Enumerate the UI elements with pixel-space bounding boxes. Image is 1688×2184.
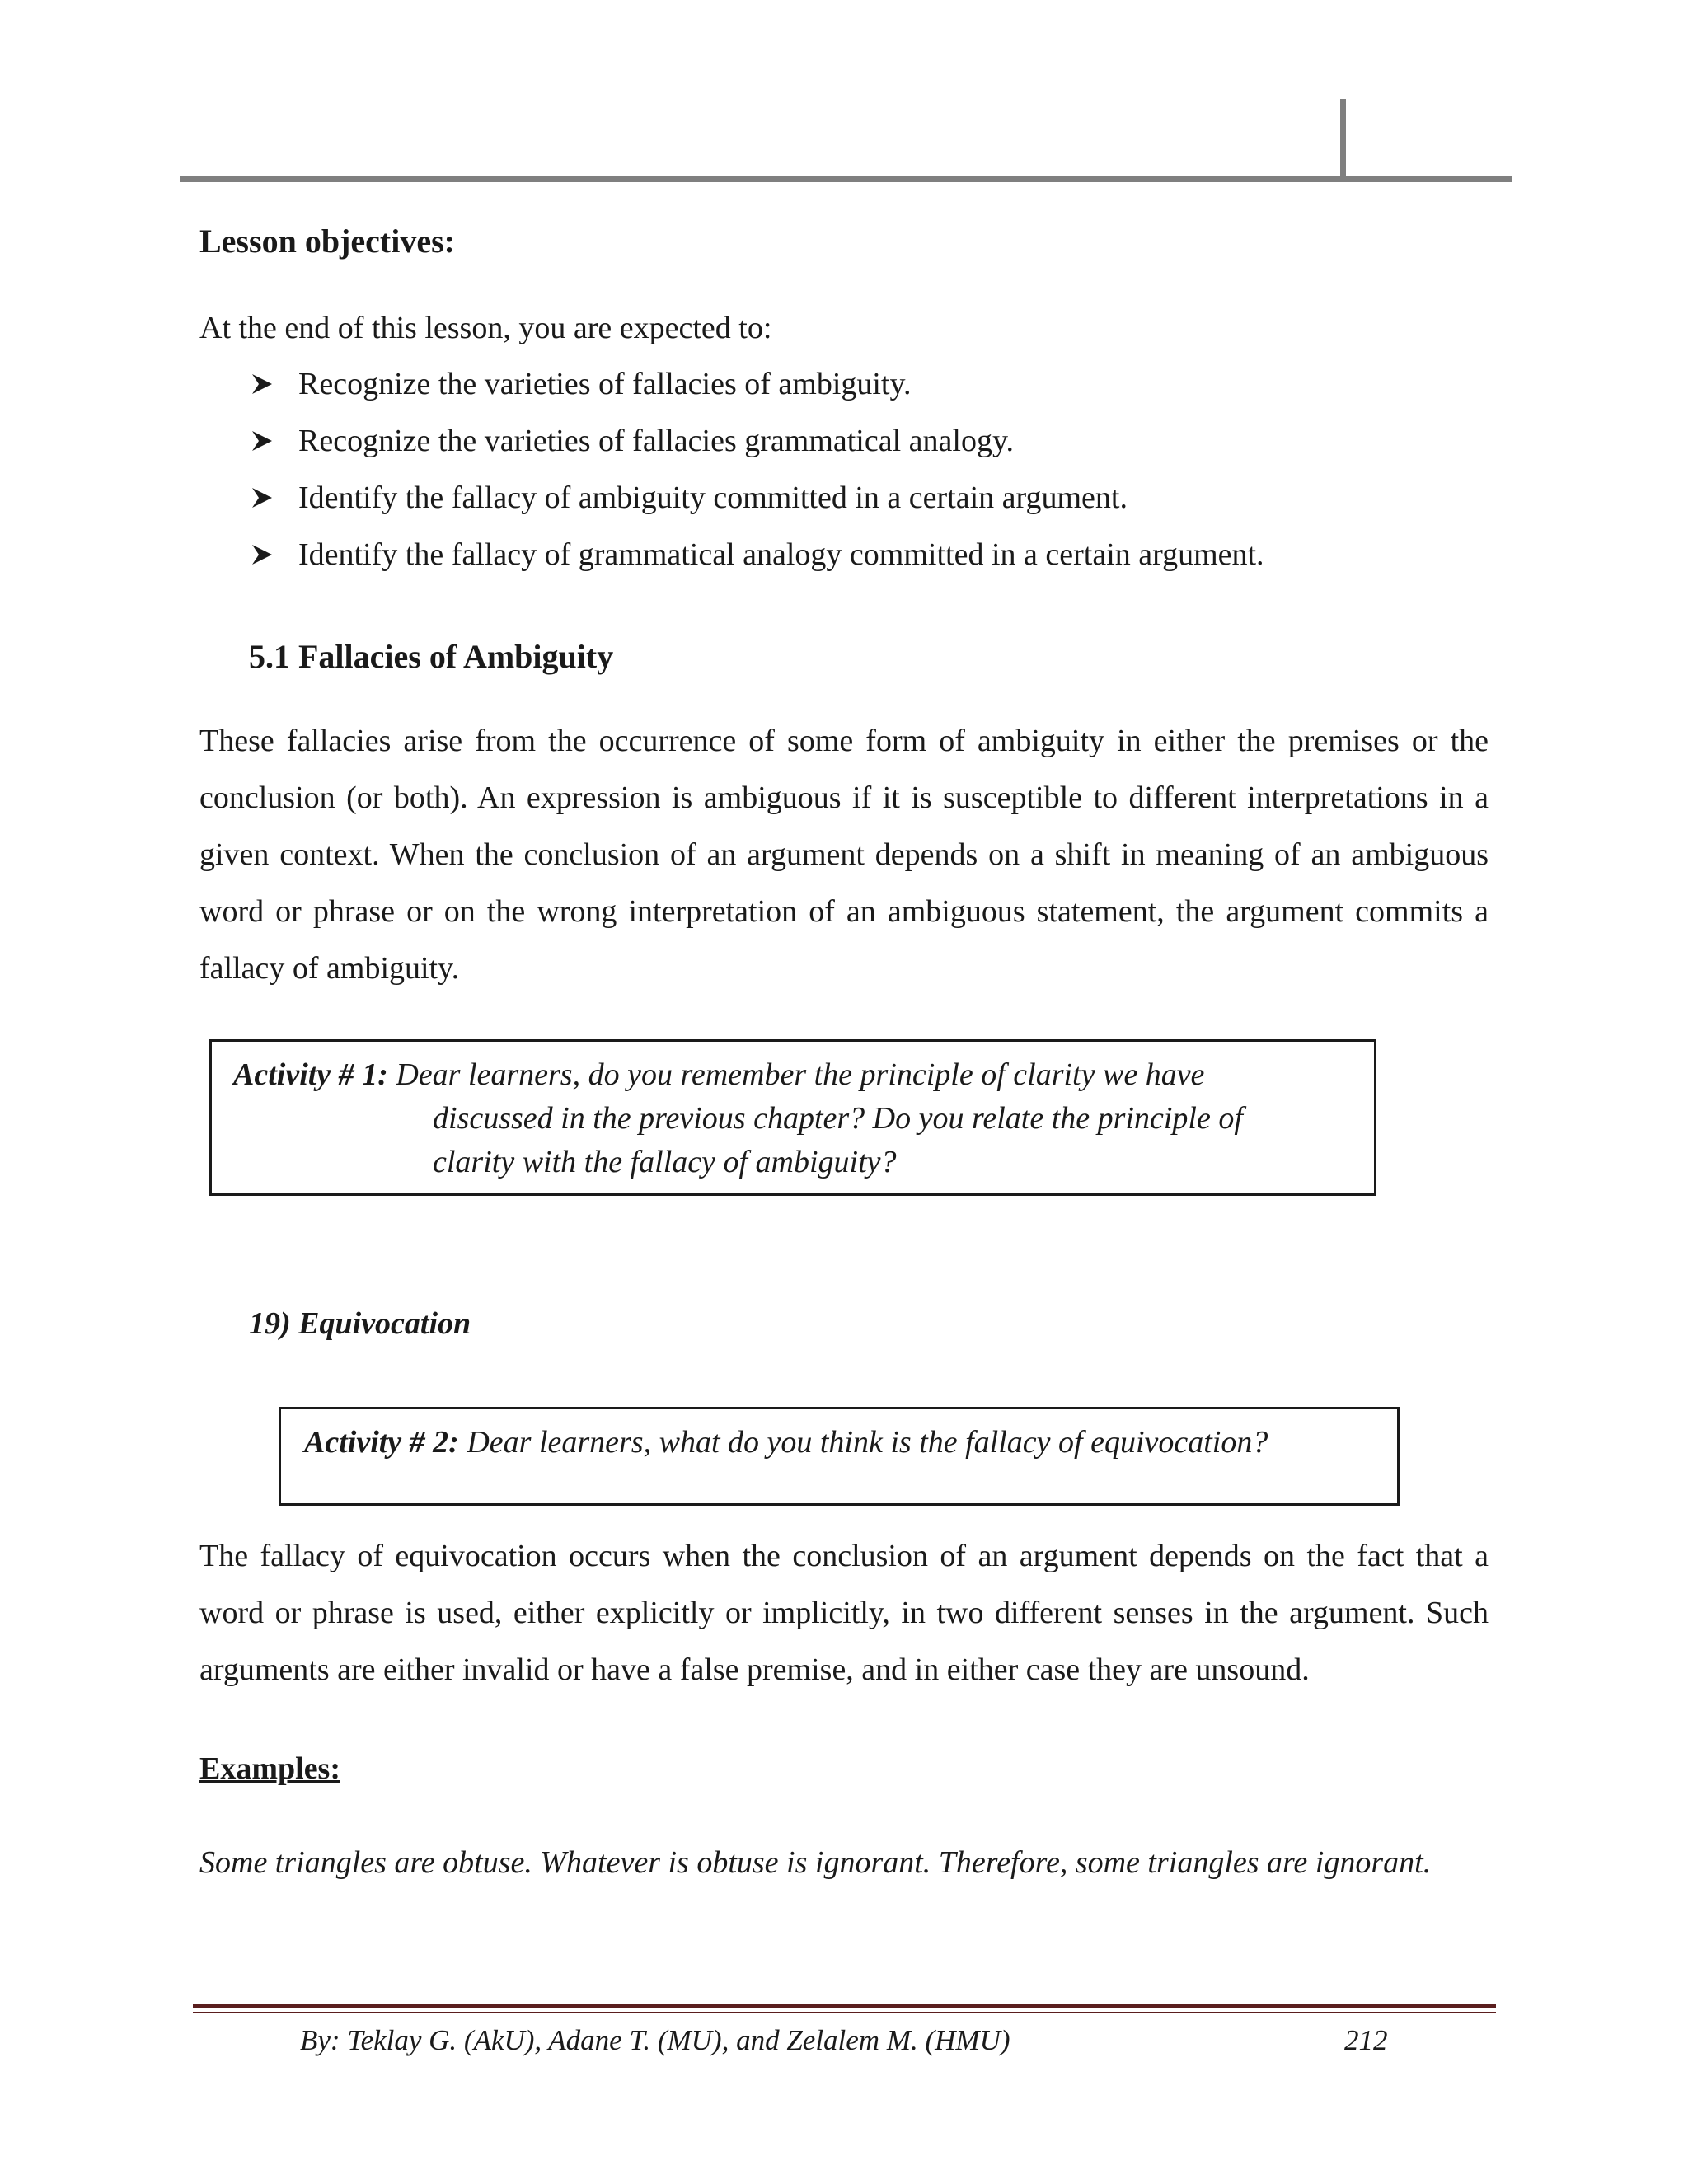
footer-rule-thin (193, 2012, 1496, 2013)
page-number: 212 (1344, 2024, 1388, 2056)
subsection-title: 19) Equivocation (249, 1306, 471, 1341)
activity-1-box (209, 1039, 1376, 1196)
section-title (249, 628, 613, 685)
section-number: 5.1 (249, 638, 290, 675)
footer-rule-thick (193, 2004, 1496, 2008)
equivocation-paragraph: The fallacy of equivocation occurs when the conclusion of an argument depends on the fact that a word or phrase is used, either explicitly or implicitly, in two different senses in the argument. Such arguments are either invalid or have a false premise, and in either case they are unsound. (199, 1539, 1489, 1687)
activity-2-box (279, 1407, 1400, 1506)
example-text: Some triangles are obtuse. Whatever is obtuse is ignorant. Therefore, some triangles are ignorant. (199, 1845, 1432, 1880)
examples-heading: Examples: (199, 1751, 340, 1786)
objectives-list (251, 356, 1264, 583)
arrow-bullet-icon (251, 373, 274, 396)
activity-1-line-3: clarity with the fallacy of ambiguity? (433, 1145, 897, 1179)
objective-item (251, 470, 1264, 527)
objective-text: Identify the fallacy of grammatical analogy committed in a certain argument. (298, 537, 1264, 572)
section-title-text: Fallacies of Ambiguity (298, 638, 614, 675)
activity-1-line-2: discussed in the previous chapter? Do you relate the principle of (433, 1101, 1243, 1136)
activity-2-label: Activity # 2: (304, 1425, 459, 1460)
objectives-heading: Lesson objectives: (199, 223, 455, 260)
footer-authors: By: Teklay G. (AkU), Adane T. (MU), and Zelalem M. (HMU) (300, 2024, 1010, 2056)
activity-1-line-1: Dear learners, do you remember the principle of clarity we have (396, 1057, 1205, 1092)
objective-item (251, 413, 1264, 470)
objective-text: Recognize the varieties of fallacies grammatical analogy. (298, 424, 1014, 458)
arrow-bullet-icon (251, 429, 274, 452)
objectives-intro: At the end of this lesson, you are expected to: (199, 311, 772, 345)
section-paragraph: These fallacies arise from the occurrence of some form of ambiguity in either the premises or the conclusion (or both). An expression is ambiguous if it is susceptible to different interpretations in a given context. When the conclusion of an argument depends on a shift in meaning of an ambiguous word or phrase or on the wrong interpretation of an ambiguous statement, the argument commits a fallacy of ambiguity. (199, 724, 1489, 986)
objective-text: Identify the fallacy of ambiguity committed in a certain argument. (298, 480, 1128, 515)
header-tick-mark (1340, 99, 1346, 181)
activity-2-text: Dear learners, what do you think is the fallacy of equivocation? (467, 1425, 1268, 1460)
objective-item (251, 356, 1264, 413)
header-rule (180, 176, 1512, 182)
objective-item (251, 527, 1264, 583)
activity-1-label: Activity # 1: (233, 1057, 388, 1092)
arrow-bullet-icon (251, 486, 274, 509)
objective-text: Recognize the varieties of fallacies of ambiguity. (298, 367, 912, 401)
arrow-bullet-icon (251, 543, 274, 566)
